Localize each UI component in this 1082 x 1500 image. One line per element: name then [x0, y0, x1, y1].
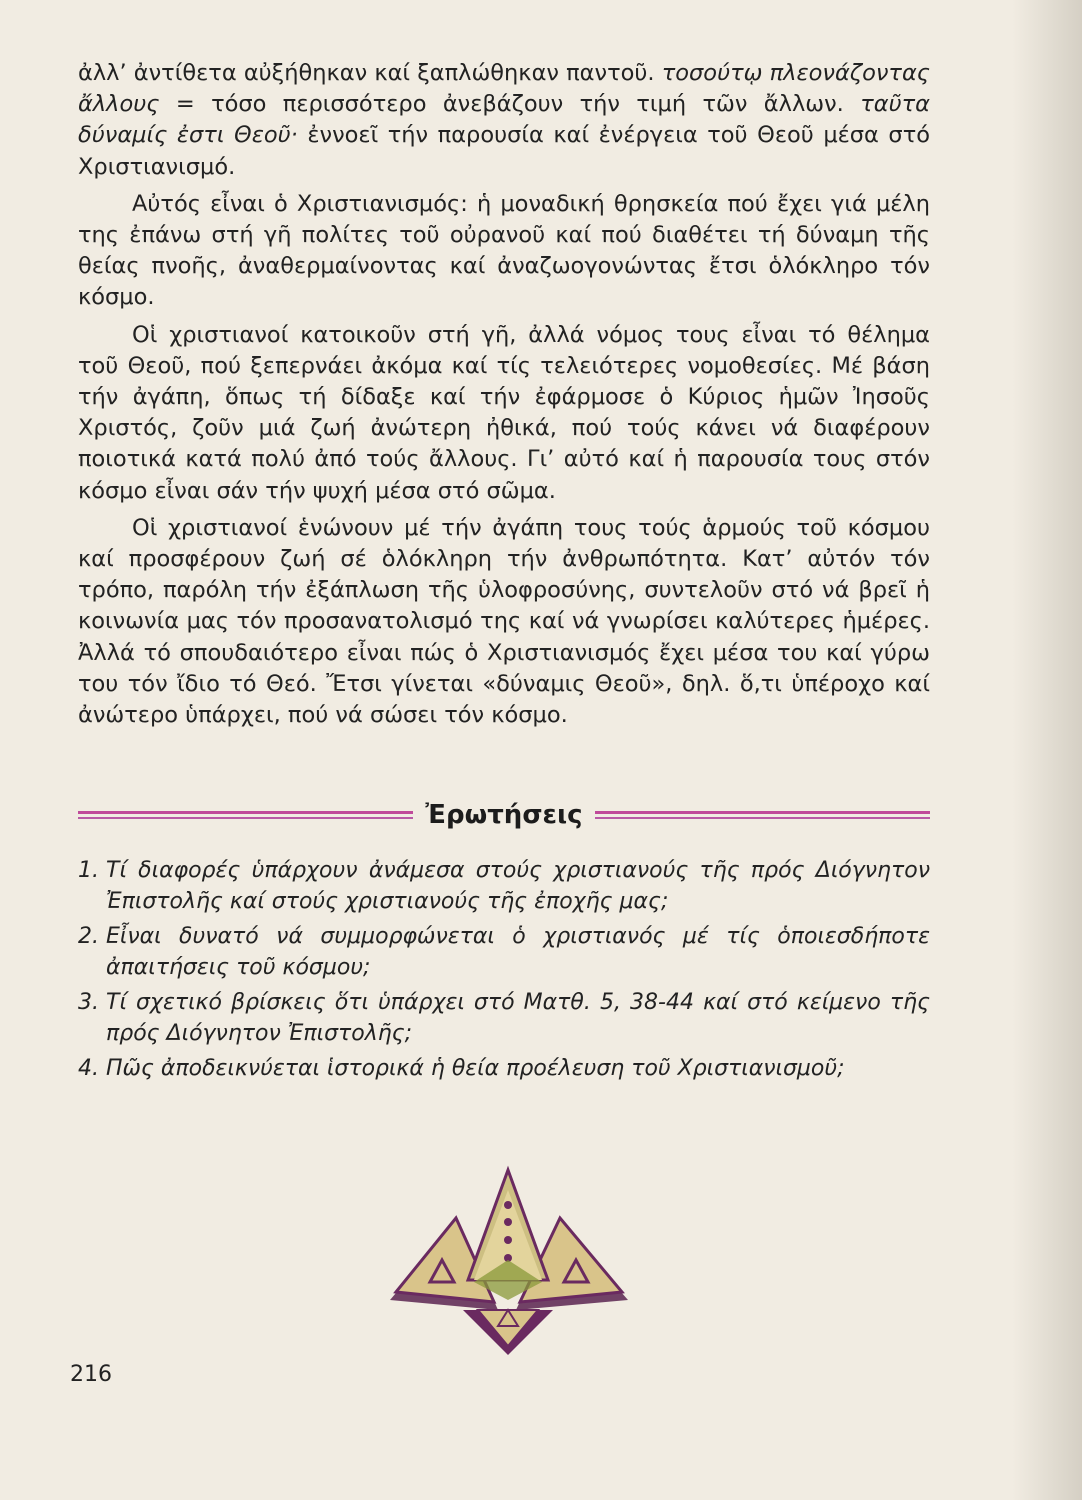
question-item — [78, 987, 930, 1049]
questions-heading: Ἐρωτήσεις — [425, 800, 583, 831]
triangles-ornament-icon — [378, 1160, 638, 1360]
paragraph-1-quote-1: τοσούτῳ πλεονάζοντας ἄλλους — [78, 60, 930, 118]
heading-rule-right — [595, 810, 930, 821]
paragraph-1-part-2: = τόσο περισσότερο ἀνεβάζουν τήν τιμή τῶν ἄλλων. — [159, 91, 861, 118]
page-body — [78, 58, 930, 1088]
question-item — [78, 855, 930, 917]
paragraph-4: Οἱ χριστιανοί ἑνώνουν μέ τήν ἀγάπη τους τούς ἁρμούς τοῦ κόσμου καί προσφέρουν ζωή σέ ὁλόκληρη τήν ἀνθρωπότητα. Κατ’ αὐτόν τόν τρόπο, παρόλη τήν ἐξάπλωση τῆς ὑλοφροσύνης, συντελοῦν στό νά βρεῖ ἡ κοινωνία μας τόν προσανατολισμό της καί νά γνωρίσει καλύτερες ἡμέρες. Ἀλλά τό σπουδαιότερο εἶναι πώς ὁ Χριστιανισμός ἔχει μέσα του καί γύρω του τόν ἴδιο τό Θεό. Ἔτσι γίνεται «δύναμις Θεοῦ», δηλ. ὅ,τι ὑπέροχο καί ἀνώτερο ὑπάρχει, πού νά σώσει τόν κόσμο. — [78, 514, 930, 729]
question-text: Πῶς ἀποδεικνύεται ἱστορικά ἡ θεία προέλευση τοῦ Χριστιανισμοῦ; — [106, 1056, 845, 1082]
page-number: 216 — [70, 1362, 112, 1387]
question-text: Τί διαφορές ὑπάρχουν ἀνάμεσα στούς χριστιανούς τῆς πρός Διόγνητον Ἐπιστολῆς καί στούς χριστιανούς τῆς ἐποχῆς μας; — [106, 858, 930, 915]
questions-list — [78, 855, 930, 1084]
paragraph-3: Οἱ χριστιανοί κατοικοῦν στή γῆ, ἀλλά νόμος τους εἶναι τό θέλημα τοῦ Θεοῦ, πού ξεπερνάει ἀκόμα καί τίς τελειότερες νομοθεσίες. Μέ βάση τήν ἀγάπη, ὅπως τή δίδαξε καί τήν ἐφάρμοσε ὁ Κύριος ἡμῶν Ἰησοῦς Χριστός, ζοῦν μιά ζωή ἀνώτερη ἠθικά, πού τούς κάνει νά διαφέρουν ποιοτικά κατά πολύ ἀπό τούς ἄλλους. Γι’ αὐτό καί ἡ παρουσία τους στόν κόσμο εἶναι σάν τήν ψυχή μέσα στό σῶμα. — [78, 321, 930, 504]
page-edge-shadow — [1012, 0, 1082, 1500]
question-item — [78, 921, 930, 983]
question-number: 1. — [78, 858, 99, 884]
questions-heading-row — [78, 795, 930, 835]
paragraph-1-part-3: ἐννοεῖ τήν παρουσία καί ἐνέργεια τοῦ Θεοῦ μέσα στό Χριστιανισμό. — [78, 122, 931, 180]
question-text: Τί σχετικό βρίσκεις ὅτι ὑπάρχει στό Ματθ. 5, 38-44 καί στό κείμενο τῆς πρός Διόγνητον Ἐπιστολῆς; — [106, 990, 930, 1047]
question-number: 2. — [78, 924, 99, 950]
paragraph-1-quote-2: ταῦτα δύναμίς ἐστι Θεοῦ· — [78, 91, 930, 149]
question-item — [78, 1053, 930, 1084]
question-text: Εἶναι δυνατό νά συμμορφώνεται ὁ χριστιανός μέ τίς ὁποιεσδήποτε ἀπαιτήσεις τοῦ κόσμου; — [106, 924, 930, 981]
heading-rule-left — [78, 810, 413, 821]
question-number: 4. — [78, 1056, 99, 1082]
paragraph-1-part-1: ἀλλ’ ἀντίθετα αὐξήθηκαν καί ξαπλώθηκαν παντοῦ. — [78, 60, 662, 86]
paragraph-2: Αὐτός εἶναι ὁ Χριστιανισμός: ἡ μοναδική θρησκεία πού ἔχει γιά μέλη της ἐπάνω στή γῆ πολίτες τοῦ οὐρανοῦ καί πού διαθέτει τή δύναμη τῆς θείας πνοῆς, ἀναθερμαίνοντας καί ἀναζωογονώντας ἔτσι ὁλόκληρο τόν κόσμο. — [78, 190, 930, 311]
paragraph-1 — [78, 58, 930, 183]
question-number: 3. — [78, 990, 99, 1016]
